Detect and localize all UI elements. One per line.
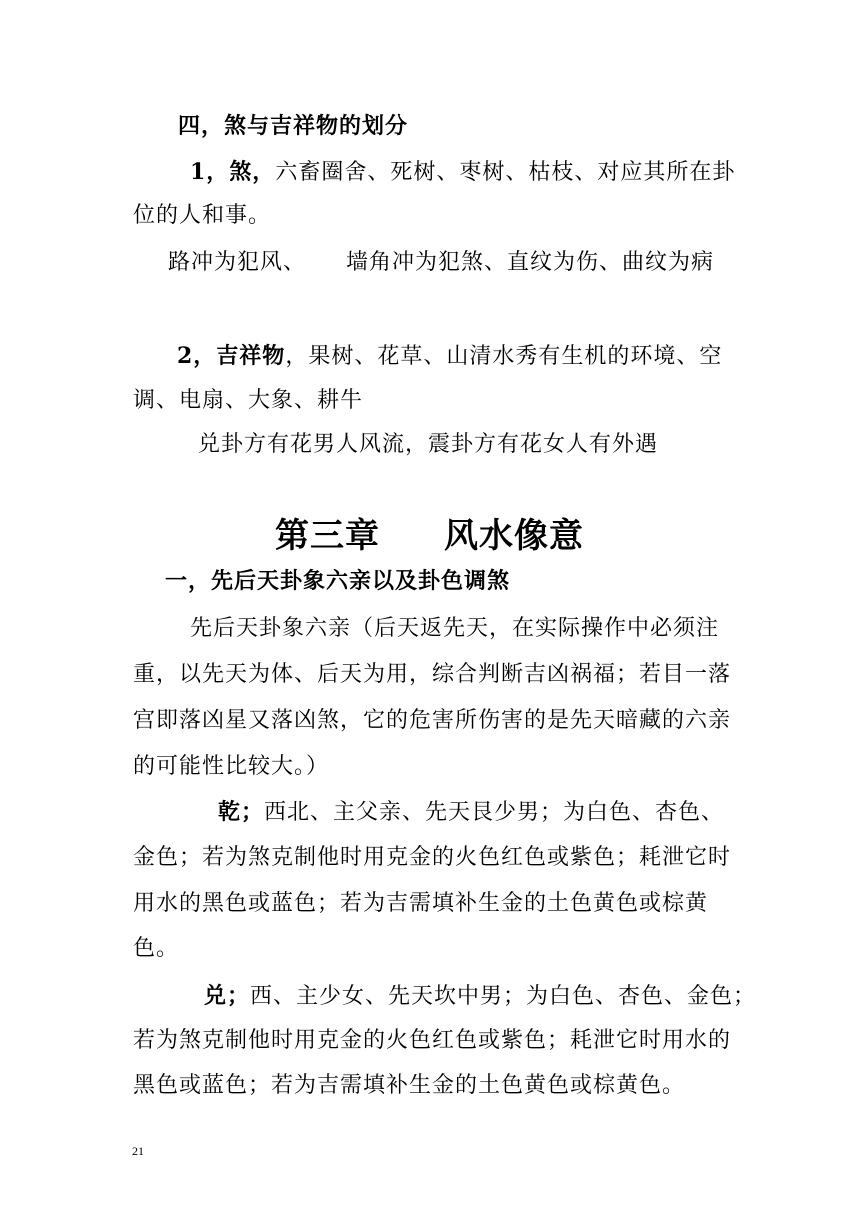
intro-line-2: 重，以先天为体、后天为用，综合判断吉凶祸福；若目一落 — [133, 662, 732, 687]
item-auspicious-text: ，果树、花草、山清水秀有生机的环境、空 — [285, 344, 723, 369]
dui-line-1 — [204, 981, 756, 1012]
item-auspicious-continued: 调、电扇、大象、耕牛 — [133, 388, 364, 413]
intro-line-3: 宫即落凶星又落凶煞，它的危害所伤害的是先天暗藏的六亲 — [133, 708, 732, 733]
intro-line-4: 的可能性比较大。） — [133, 754, 330, 779]
intro-line-1: 先后天卦象六亲（后天返先天，在实际操作中必须注 — [190, 616, 720, 641]
road-rule-b: 墙角冲为犯煞、直纹为伤、曲纹为病 — [346, 250, 715, 275]
chapter-number: 第三章 — [275, 516, 380, 556]
item-sha-continued: 位的人和事。 — [133, 203, 272, 228]
qian-label: 乾； — [218, 799, 265, 825]
road-rule-a: 路冲为犯风、 — [168, 250, 307, 275]
dui-line-3: 黑色或蓝色；若为吉需填补生金的土色黄色或棕黄色。 — [133, 1073, 686, 1098]
qian-text-1: 西北、主父亲、先天艮少男；为白色、杏色、 — [264, 800, 725, 825]
qian-line-2: 金色；若为煞克制他时用克金的火色红色或紫色；耗泄它时 — [133, 845, 732, 870]
qian-line-1 — [218, 797, 724, 828]
dui-line-2: 若为煞克制他时用克金的火色红色或紫色；耗泄它时用水的 — [133, 1028, 732, 1053]
item-auspicious — [177, 341, 722, 372]
dui-label: 兑； — [204, 983, 251, 1009]
dui-zhen-note: 兑卦方有花男人风流，震卦方有花女人有外遇 — [198, 432, 659, 457]
section-heading-four: 四，煞与吉祥物的划分 — [178, 113, 409, 139]
section-heading-one: 一，先后天卦象六亲以及卦色调煞 — [165, 568, 511, 594]
page-number: 21 — [132, 1144, 144, 1158]
qian-line-4: 色。 — [133, 936, 180, 961]
item-sha — [190, 157, 735, 188]
item-sha-label: 1，煞， — [190, 159, 276, 185]
item-auspicious-label: 2，吉祥物 — [177, 343, 286, 369]
road-rule-line — [168, 248, 714, 278]
qian-line-3: 用水的黑色或蓝色；若为吉需填补生金的土色黄色或棕黄 — [133, 891, 709, 916]
chapter-title — [275, 516, 584, 556]
item-sha-text: 六畜圈舍、死树、枣树、枯枝、对应其所在卦 — [275, 160, 736, 185]
chapter-name: 风水像意 — [444, 516, 584, 556]
dui-text-1: 西、主少女、先天坎中男；为白色、杏色、金色； — [250, 984, 757, 1009]
